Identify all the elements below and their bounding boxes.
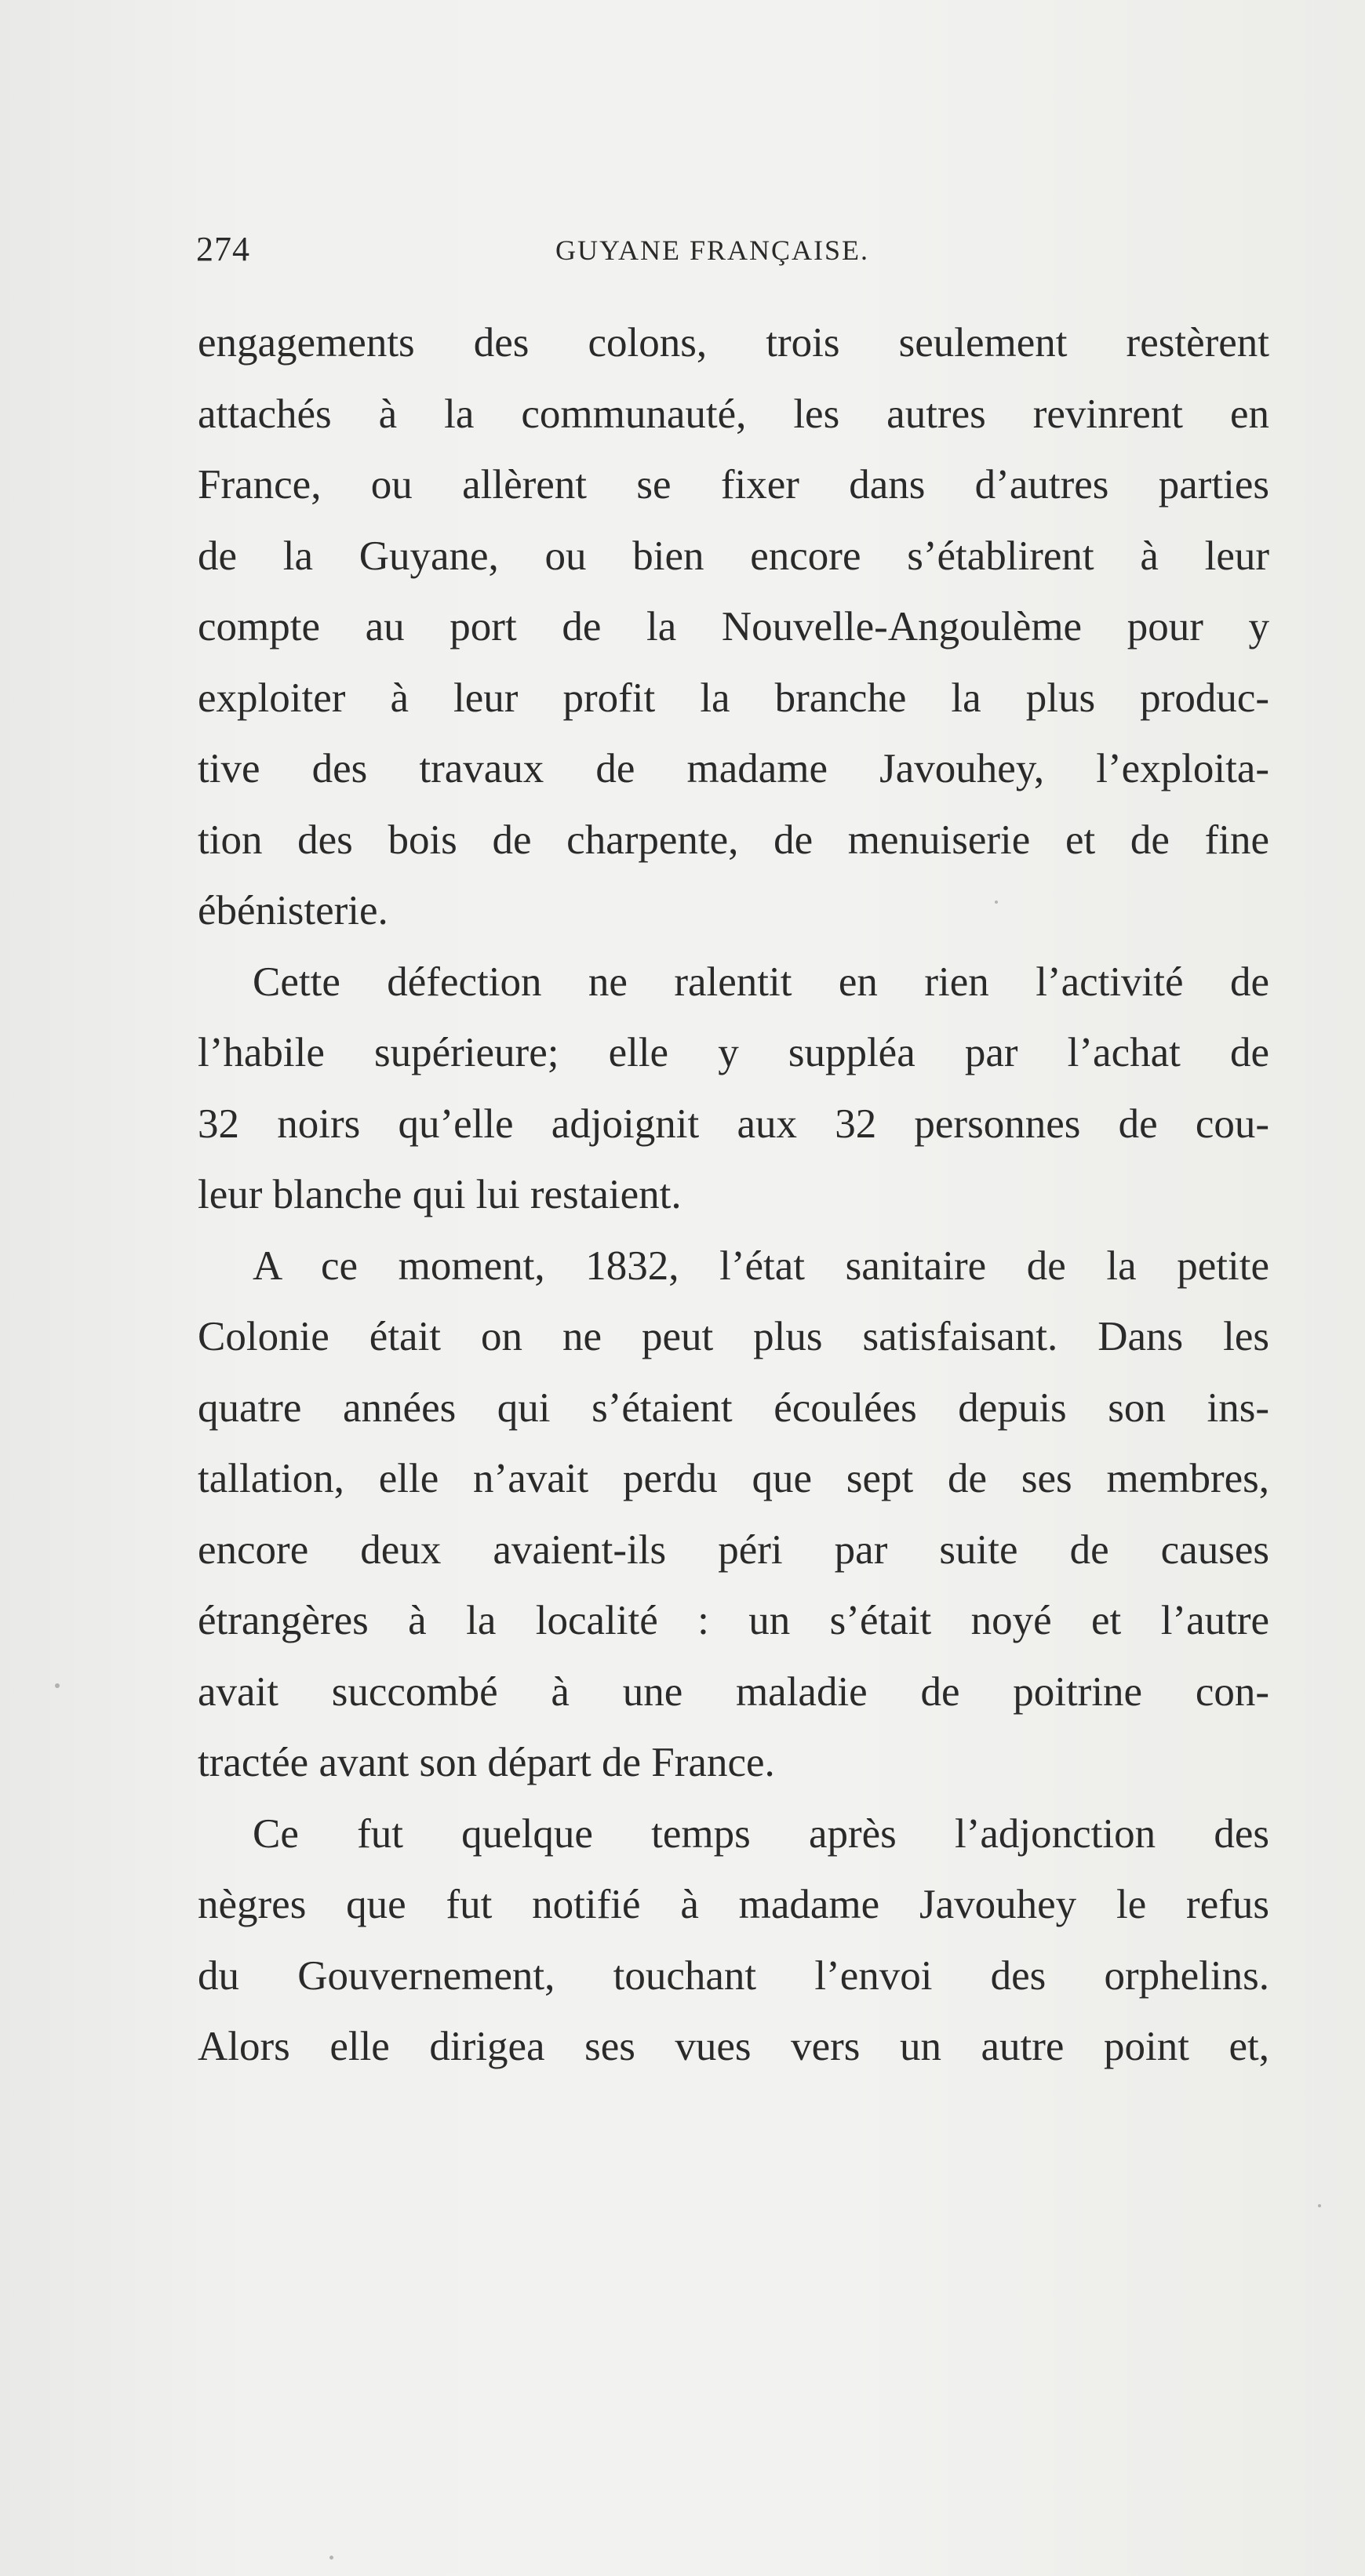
paper-speck: [1318, 2204, 1321, 2207]
running-title: GUYANE FRANÇAISE.: [555, 235, 870, 266]
text-line: quatre années qui s’étaient écoulées depuis son ins-: [198, 1384, 1269, 1431]
text-line: tallation, elle n’avait perdu que sept de ses membres,: [198, 1456, 1269, 1501]
text-line: compte au port de la Nouvelle-Angoulème pour y: [198, 604, 1269, 649]
text-line: l’habile supérieure; elle y suppléa par l’achat de: [198, 1030, 1269, 1075]
text-line: Alors elle dirigea ses vues vers un autre point et,: [198, 2024, 1269, 2069]
text-line: France, ou allèrent se fixer dans d’autres parties: [198, 462, 1269, 508]
text-line: du Gouvernement, touchant l’envoi des orphelins.: [198, 1952, 1269, 1999]
text-line: ébénisterie.: [198, 888, 388, 933]
body-text: [198, 307, 1269, 2083]
paper-speck: [995, 901, 998, 904]
text-line: Ce fut quelque temps après l’adjonction des: [253, 1810, 1269, 1857]
text-line: tractée avant son départ de France.: [198, 1740, 775, 1785]
text-line: Cette défection ne ralentit en rien l’activité de: [253, 959, 1269, 1005]
page-header: [196, 229, 1263, 276]
text-line: nègres que fut notifié à madame Javouhey le refus: [198, 1882, 1269, 1927]
text-line: avait succombé à une maladie de poitrine con-: [198, 1668, 1269, 1715]
text-line: engagements des colons, trois seulement restèrent: [198, 320, 1269, 366]
text-line: leur blanche qui lui restaient.: [198, 1172, 682, 1217]
text-line: de la Guyane, ou bien encore s’établirent à leur: [198, 533, 1269, 579]
text-line: exploiter à leur profit la branche la plus produc-: [198, 675, 1269, 721]
text-line: encore deux avaient-ils péri par suite de causes: [198, 1526, 1269, 1573]
text-line: tion des bois de charpente, de menuiserie et de fine: [198, 817, 1269, 863]
text-line: Colonie était on ne peut plus satisfaisant. Dans les: [198, 1314, 1269, 1359]
text-line: 32 noirs qu’elle adjoignit aux 32 personnes de cou-: [198, 1101, 1269, 1147]
paper-speck: [55, 1683, 60, 1688]
text-line: A ce moment, 1832, l’état sanitaire de la petite: [253, 1243, 1269, 1289]
text-line: étrangères à la localité : un s’était noyé et l’autre: [198, 1598, 1269, 1643]
text-line: tive des travaux de madame Javouhey, l’exploita-: [198, 746, 1269, 791]
page-number: 274: [196, 230, 250, 268]
paper-speck: [329, 2556, 333, 2560]
text-line: attachés à la communauté, les autres revinrent en: [198, 391, 1269, 437]
